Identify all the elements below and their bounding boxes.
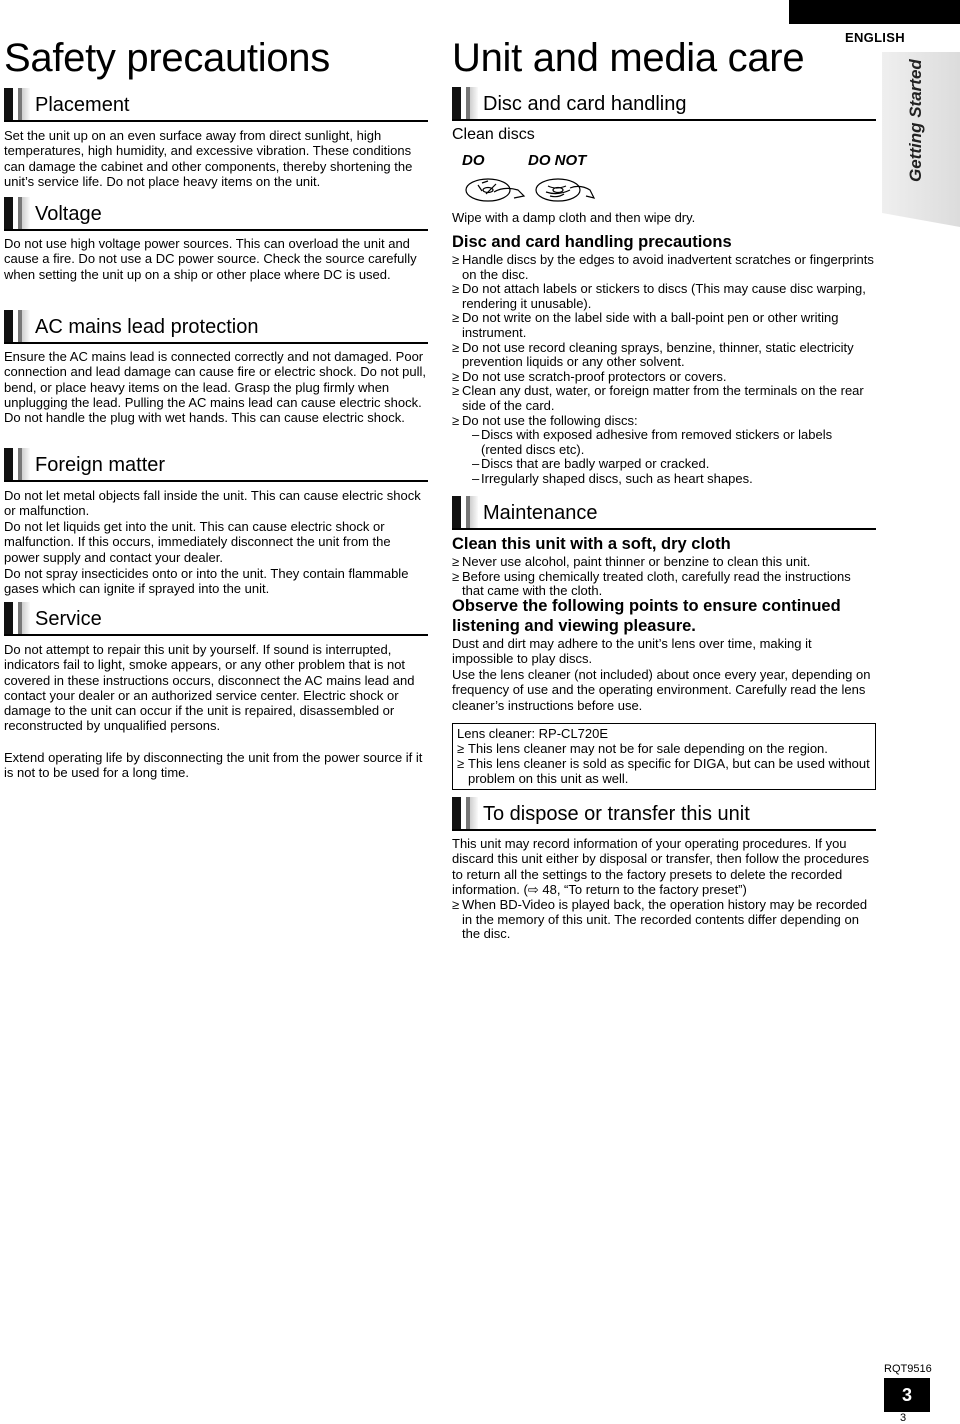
section-heading-disc: [452, 87, 876, 121]
maintenance-list: [452, 555, 876, 599]
section-heading-maintenance: [452, 496, 876, 530]
lens-cleaner-title: Lens cleaner: RP-CL720E: [457, 726, 609, 741]
section-title: Service: [35, 608, 102, 630]
list-item: ≥ Do not attach labels or stickers to discs (This may cause disc warping, rendering it unusable).: [452, 281, 866, 311]
list-item: ≥ Do not use scratch-proof protectors or covers.: [452, 368, 727, 384]
list-item: ≥ Clean any dust, water, or foreign matter from the terminals on the rear side of the card.: [452, 383, 864, 413]
language-tab-bar: [789, 0, 960, 24]
page-number: 3: [901, 1384, 912, 1405]
sublist-item: – Irregularly shaped discs, such as heart shapes.: [472, 470, 753, 486]
section-heading-ac: [4, 310, 428, 344]
section-title: Maintenance: [483, 502, 598, 524]
section-title: Foreign matter: [35, 454, 166, 476]
dispose-list: [452, 898, 876, 942]
maintenance-text-2: Use the lens cleaner (not included) about once every year, depending on frequency of use and the operating environment. Carefully read the lens cleaner’s instructions before use.: [452, 667, 871, 713]
heading-bar-icon: [452, 496, 478, 528]
ac-text: Ensure the AC mains lead is connected correctly and not damaged. Poor connection and lead damage can cause fire or electric shock. Do not pull, bend, or place heavy items on the lead. Grasp the plug firmly when unplugging the lead. Pulling the AC mains lead can cause electric shock. Do not handle the plug with wet hands. This can cause electric shock.: [4, 349, 427, 426]
page-number-box: [884, 1378, 930, 1412]
list-item: ≥ Do not use the following discs: – Discs with exposed adhesive from removed stickers or labels (rented discs etc). – Discs that are badly warped or cracked. – Irregularly shaped discs, such as heart shapes.: [452, 414, 876, 487]
section-heading-dispose: [452, 797, 876, 831]
list-item: ≥ Before using chemically treated cloth, carefully read the instructions that came with the cloth.: [452, 568, 851, 599]
dispose-text: This unit may record information of your operating procedures. If you discard this unit either by disposal or transfer, then follow the procedures to return all the settings to the factory presets to delete the recorded information. (⇨ 48, “To return to the factory preset”): [452, 836, 869, 897]
language-label: ENGLISH: [845, 30, 905, 45]
service-text-2: Extend operating life by disconnecting the unit from the power source if it is not to be used for a long time.: [4, 750, 423, 781]
section-title: AC mains lead protection: [35, 316, 259, 338]
heading-bar-icon: [4, 602, 30, 634]
do-label: DO: [462, 152, 485, 169]
document-code: RQT9516: [884, 1363, 932, 1375]
section-title: To dispose or transfer this unit: [483, 803, 750, 825]
heading-bar-icon: [4, 197, 30, 229]
heading-bar-icon: [4, 310, 30, 342]
placement-text: Set the unit up on an even surface away from direct sunlight, high temperatures, high humidity, and excessive vibration. These conditions can damage the cabinet and other components, thereby shortening the unit’s service life. Do not place heavy items on the unit.: [4, 128, 413, 189]
heading-bar-icon: [4, 448, 30, 480]
section-title: Voltage: [35, 203, 102, 225]
heading-bar-icon: [452, 797, 478, 829]
section-title: Placement: [35, 94, 130, 116]
foreign-text-2: Do not let liquids get into the unit. This can cause electric shock or malfunction. If this occurs, immediately disconnect the unit from the power supply and contact your dealer.: [4, 519, 391, 565]
section-heading-voltage: [4, 197, 428, 231]
sublist-item: – Discs with exposed adhesive from removed stickers or labels (rented discs etc).: [472, 427, 833, 457]
clean-discs-title: Clean discs: [452, 126, 535, 143]
voltage-text: Do not use high voltage power sources. This can overload the unit and cause a fire. Do not use a DC power source. Check the source carefully when setting the unit up on a ship or other place where DC is used.: [4, 236, 417, 282]
foreign-text-3: Do not spray insecticides onto or into the unit. They contain flammable gases which can ignite if sprayed into the unit.: [4, 566, 409, 597]
wipe-text: Wipe with a damp cloth and then wipe dry.: [452, 210, 696, 225]
section-heading-placement: [4, 88, 428, 122]
list-item: ≥ Do not write on the label side with a ball-point pen or other writing instrument.: [452, 310, 839, 340]
disc-sublist: [462, 428, 876, 486]
precautions-list: [452, 253, 876, 487]
section-side-label: Getting Started: [906, 59, 925, 182]
lens-cleaner-box: [452, 723, 876, 790]
foreign-text-1: Do not let metal objects fall inside the unit. This can cause electric shock or malfunction.: [4, 488, 421, 519]
section-heading-foreign: [4, 448, 428, 482]
section-heading-service: [4, 602, 428, 636]
maintenance-text-1: Dust and dirt may adhere to the unit’s lens over time, making it impossible to play discs.: [452, 636, 812, 667]
list-item: ≥ Handle discs by the edges to avoid inadvertent scratches or fingerprints on the disc.: [452, 252, 874, 282]
page-title-safety: Safety precautions: [4, 36, 330, 80]
list-item: ≥ Never use alcohol, paint thinner or benzine to clean this unit.: [452, 554, 811, 569]
page-title-care: Unit and media care: [452, 36, 805, 80]
list-item: ≥ This lens cleaner is sold as specific for DIGA, but can be used without problem on this unit as well.: [457, 756, 870, 786]
maintenance-subtitle-1: Clean this unit with a soft, dry cloth: [452, 535, 731, 553]
disc-wipe-illustration-icon: [460, 174, 600, 208]
donot-label: DO NOT: [528, 152, 587, 169]
service-text-1: Do not attempt to repair this unit by yourself. If sound is interrupted, indicators fail to light, smoke appears, or any other problem that is not covered in these instructions occurs, disconnect the AC mains lead and contact your dealer or an authorized service center. Electric shock or damage to the unit can occur if the unit is repaired, disassembled or reconstructed by unqualified persons.: [4, 642, 415, 734]
precautions-title: Disc and card handling precautions: [452, 233, 732, 251]
page-number-small: 3: [900, 1412, 907, 1424]
sublist-item: – Discs that are badly warped or cracked.: [472, 456, 710, 472]
heading-bar-icon: [452, 87, 478, 119]
list-item: ≥ This lens cleaner may not be for sale depending on the region.: [457, 741, 828, 756]
section-title: Disc and card handling: [483, 93, 687, 115]
list-item: ≥ Do not use record cleaning sprays, benzine, thinner, static electricity prevention liquids or any other solvent.: [452, 339, 854, 370]
heading-bar-icon: [4, 88, 30, 120]
lens-cleaner-list: [457, 741, 871, 786]
maintenance-subtitle-2: Observe the following points to ensure continued listening and viewing pleasure.: [452, 597, 841, 635]
list-item: ≥ When BD-Video is played back, the operation history may be recorded in the memory of this unit. The recorded contents differ depending on the disc.: [452, 897, 868, 942]
